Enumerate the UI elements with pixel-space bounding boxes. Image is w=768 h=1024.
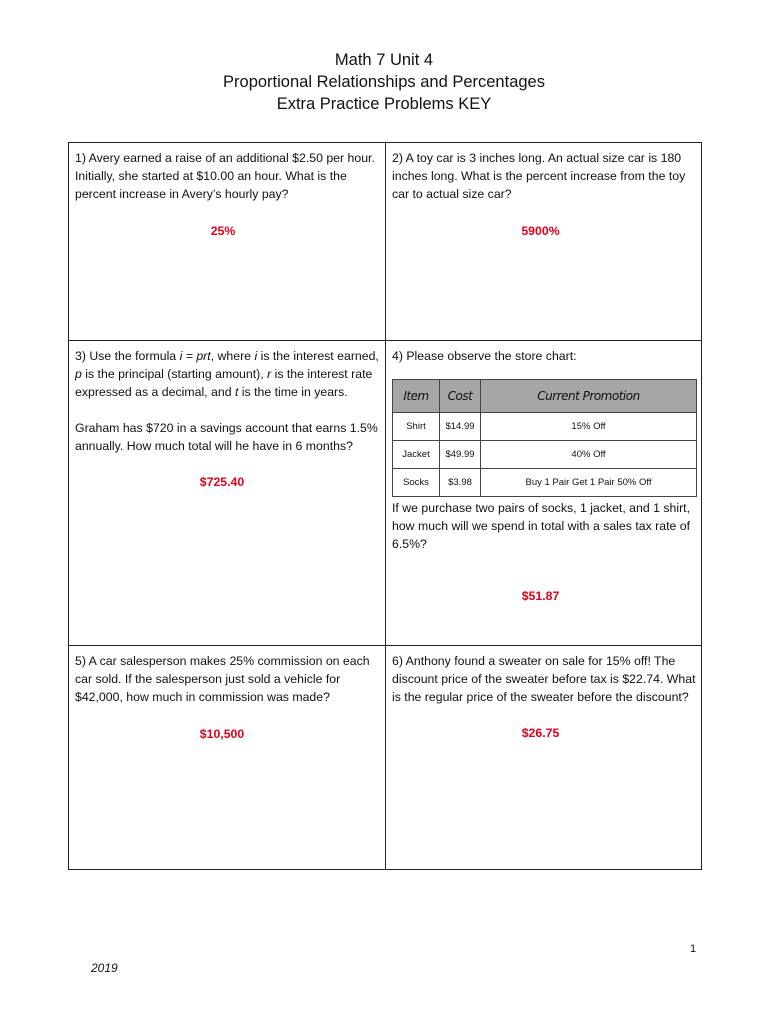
table-row: [393, 413, 697, 441]
problem-1: [69, 143, 385, 240]
problem-3: [69, 341, 385, 491]
problem-4: [386, 341, 703, 605]
title-line-3: Extra Practice Problems KEY: [276, 95, 492, 113]
store-chart-header-promotion: Current Promotion: [481, 380, 697, 413]
document-title: [0, 49, 768, 115]
problem-4-answer: $51.87: [521, 589, 560, 603]
store-chart-header-row: [393, 380, 697, 413]
problem-3-intro-f: is the time in years.: [238, 385, 348, 399]
store-chart-table: [392, 379, 697, 497]
store-chart-header-item: Item: [393, 380, 440, 413]
footer-year: 2019: [91, 961, 118, 975]
title-line-2: Proportional Relationships and Percentages: [223, 73, 545, 91]
problem-3-question: Graham has $720 in a savings account that earns 1.5% annually. How much total will he have in 6 months?: [75, 421, 378, 453]
store-chart-cost: $49.99: [440, 441, 481, 469]
table-row: [393, 441, 697, 469]
problem-2: [386, 143, 703, 240]
problem-3-intro-b: , where: [210, 349, 255, 363]
problem-5-answer: $10,500: [199, 727, 245, 741]
problem-3-intro-a: 3) Use the formula: [75, 349, 180, 363]
store-chart-header-cost: Cost: [440, 380, 481, 413]
problem-3-var-t: t: [234, 385, 239, 399]
problem-1-answer: 25%: [210, 224, 236, 238]
store-chart-item: Socks: [393, 469, 440, 497]
title-line-1: Math 7 Unit 4: [334, 51, 434, 69]
store-chart-promotion: Buy 1 Pair Get 1 Pair 50% Off: [481, 469, 697, 497]
problem-3-intro-e: is the interest rate expressed as a decimal, and: [75, 367, 373, 399]
problem-3-intro: [75, 347, 379, 401]
problem-3-formula: i = prt: [179, 349, 211, 363]
problem-3-var-r: r: [267, 367, 272, 381]
store-chart-cost: $14.99: [440, 413, 481, 441]
problem-3-intro-d: is the principal (starting amount),: [81, 367, 268, 381]
problem-3-intro-c: is the interest earned,: [257, 349, 379, 363]
problem-5: [69, 646, 385, 743]
problem-6: [386, 646, 703, 742]
problem-2-answer: 5900%: [521, 224, 560, 238]
store-chart-item: Shirt: [393, 413, 440, 441]
problem-6-text: 6) Anthony found a sweater on sale for 15% off! The discount price of the sweater before tax is $22.74. What is the regular price of the sweater before the discount?: [392, 654, 696, 704]
store-chart-item: Jacket: [393, 441, 440, 469]
problem-4-text: 4) Please observe the store chart:: [392, 349, 577, 363]
problem-2-text: 2) A toy car is 3 inches long. An actual size car is 180 inches long. What is the percent increase from the toy car to actual size car?: [392, 151, 686, 201]
store-chart-promotion: 40% Off: [481, 441, 697, 469]
problem-1-text: 1) Avery earned a raise of an additional $2.50 per hour. Initially, she started at $10.00 an hour. What is the percent increase in Avery’s hourly pay?: [75, 151, 375, 201]
store-chart-promotion: 15% Off: [481, 413, 697, 441]
problem-grid: [68, 142, 702, 870]
problem-3-var-p: p: [75, 367, 82, 381]
problem-6-answer: $26.75: [521, 726, 560, 740]
problem-4-question: If we purchase two pairs of socks, 1 jacket, and 1 shirt, how much will we spend in total with a sales tax rate of 6.5%?: [392, 501, 691, 551]
problem-3-var-i: i: [254, 349, 258, 363]
table-row: [393, 469, 697, 497]
store-chart-cost: $3.98: [440, 469, 481, 497]
page-number: 1: [690, 943, 697, 955]
problem-3-answer: $725.40: [199, 475, 245, 489]
problem-5-text: 5) A car salesperson makes 25% commission on each car sold. If the salesperson just sold a vehicle for $42,000, how much in commission was made?: [75, 654, 370, 704]
